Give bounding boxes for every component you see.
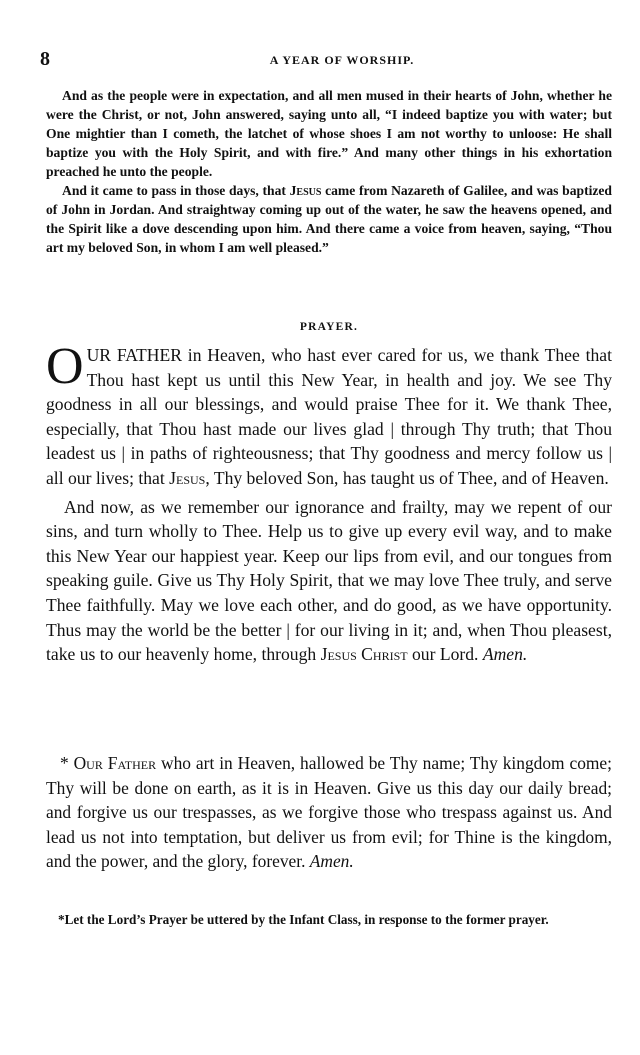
drop-cap: O	[46, 338, 84, 395]
running-title: A YEAR OF WORSHIP.	[269, 53, 415, 67]
prayer-heading: PRAYER.	[299, 321, 359, 333]
lords-prayer-paragraph	[46, 751, 612, 874]
lords-prayer	[46, 751, 612, 874]
footnote-text: *Let the Lord’s Prayer be uttered by the Infant Class, in response to the former prayer.	[58, 912, 549, 927]
footnote-marker: *	[60, 753, 74, 773]
amen-italic: Amen.	[309, 851, 354, 872]
prayer-text-segment: And now, as we remember our ignorance and frailty, may we repent of our sins, and turn wholly to Thee. Help us to give up every evil way, and to make this New Year our happiest year. Keep our lips from evil, and our tongues from speaking guile. Give us Thy Holy Spirit, that we may love Thee truly, and serve Thee faithfully. May we love each other, and do good, as we have opportunity. Thus may the world be the better | for our living in it; and, when Thou pleasest, take us to our heavenly home, through	[46, 496, 612, 665]
page-header	[40, 48, 610, 72]
scripture-paragraph	[46, 181, 612, 257]
scripture-reading	[46, 86, 612, 257]
prayer-text-segment: UR FATHER in Heaven, who hast ever cared for us, we thank Thee that Thou hast kept us until this New Year, in health and joy. We see Thy goodness in all our blessings, and would praise Thee for it. We thank Thee, especially, that Thou hast made our lives glad | through Thy truth; that Thou leadest us | in paths of righteousness; that Thy goodness and mercy follow us | all our lives; that	[46, 345, 612, 488]
small-caps-name: Jesus Christ	[320, 644, 408, 665]
amen-italic: Amen.	[482, 644, 528, 665]
small-caps-name: Our Father	[73, 753, 157, 773]
scripture-text: And it came to pass in those days, that	[62, 183, 290, 198]
footnote	[46, 910, 612, 929]
small-caps-name: Jesus	[289, 183, 322, 198]
prayer-text-segment: our Lord.	[407, 644, 483, 665]
prayer-paragraph	[46, 338, 612, 491]
prayer-paragraph	[46, 495, 612, 667]
page-number: 8	[40, 48, 50, 70]
lords-prayer-text: who art in Heaven, hallowed be Thy name; Thy kingdom come; Thy will be done on earth, as it is in Heaven. Give us this day our daily bread; and forgive us our trespasses, as we forgive those who trespass against us. And lead us not into temptation, but deliver us from evil; for Thine is the kingdom, and the power, and the glory, forever.	[46, 753, 612, 872]
prayer-text	[46, 338, 612, 667]
scripture-text: came from Nazareth of Galilee, and was baptized of John in Jordan. And straightway coming up out of the water, he saw the heavens opened, and the Spirit like a dove descending upon him. And there came a voice from heaven, saying, “Thou art my beloved Son, in whom I am well pleased.”	[46, 183, 612, 255]
small-caps-name: Jesus	[169, 467, 206, 488]
prayer-text-segment: , Thy beloved Son, has taught us of Thee, and of Heaven.	[205, 467, 609, 488]
scripture-paragraph: And as the people were in expectation, and all men mused in their hearts of John, whether he were the Christ, or not, John answered, saying unto all, “I indeed baptize you with water; but One mightier than I cometh, the latchet of whose shoes I am not worthy to unloose: He shall baptize you with the Holy Spirit, and with fire.” And many other things in his exhortation preached he unto the people.	[46, 88, 612, 179]
